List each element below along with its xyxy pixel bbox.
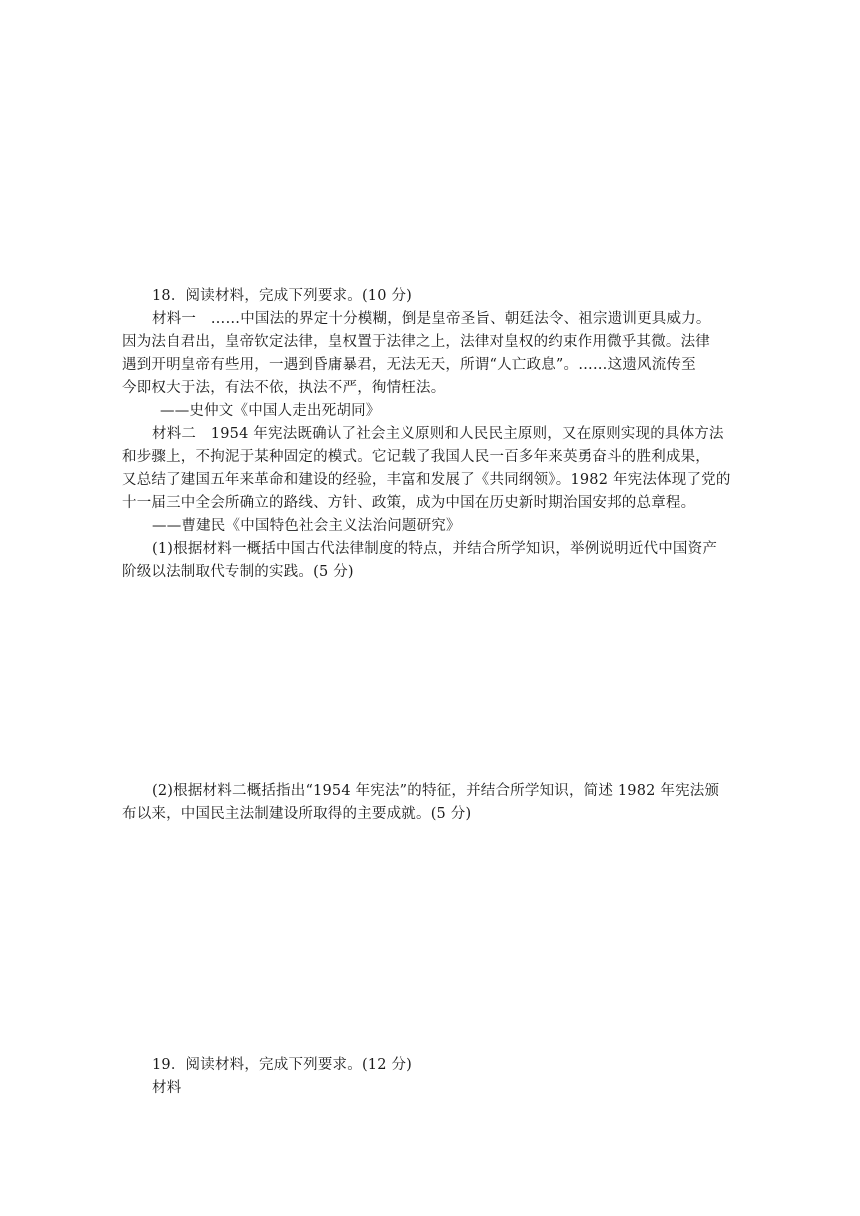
- question-19-heading: 19．阅读材料，完成下列要求。(12 分): [152, 1057, 413, 1073]
- material-1-source: ——史仲文《中国人走出死胡同》: [160, 403, 381, 419]
- material-2-line-4: 十一届三中全会所确立的路线、方针、政策，成为中国在历史新时期治国安邦的总章程。: [122, 495, 696, 511]
- material-2-line-3: 又总结了建国五年来革命和建设的经验，丰富和发展了《共同纲领》。1982 年宪法体现了党的: [122, 472, 731, 488]
- material-1-line-4: 今即权大于法，有法不依，执法不严，徇情枉法。: [122, 380, 446, 396]
- sub-question-2-line-1: (2)根据材料二概括指出“1954 年宪法”的特征，并结合所学知识，简述 1982 年宪法颁: [152, 783, 720, 799]
- sub-question-1-line-1: (1)根据材料一概括中国古代法律制度的特点，并结合所学知识，举例说明近代中国资产: [152, 541, 718, 557]
- question-18-heading: 18．阅读材料，完成下列要求。(10 分): [152, 288, 413, 304]
- material-1-line-2: 因为法自君出，皇帝钦定法律，皇权置于法律之上，法律对皇权的约束作用微乎其微。法律: [122, 334, 710, 350]
- material-2-source: ——曹建民《中国特色社会主义法治问题研究》: [152, 518, 461, 534]
- material-1-line-3: 遇到开明皇帝有些用，一遇到昏庸暴君，无法无天，所谓“人亡政息”。……这遗风流传至: [122, 357, 696, 373]
- sub-question-2-line-2: 布以来，中国民主法制建设所取得的主要成就。(5 分): [122, 806, 472, 822]
- material-2-line-1: 材料二 1954 年宪法既确认了社会主义原则和人民民主原则，又在原则实现的具体方法: [152, 426, 724, 442]
- material-1-line-1: 材料一 ……中国法的界定十分模糊，倒是皇帝圣旨、朝廷法令、祖宗遗训更具威力。: [152, 311, 711, 327]
- material-2-line-2: 和步骤上，不拘泥于某种固定的模式。它记载了我国人民一百多年来英勇奋斗的胜利成果，: [122, 449, 710, 465]
- question-19-material-label: 材料: [152, 1080, 182, 1096]
- sub-question-1-line-2: 阶级以法制取代专制的实践。(5 分): [122, 564, 354, 580]
